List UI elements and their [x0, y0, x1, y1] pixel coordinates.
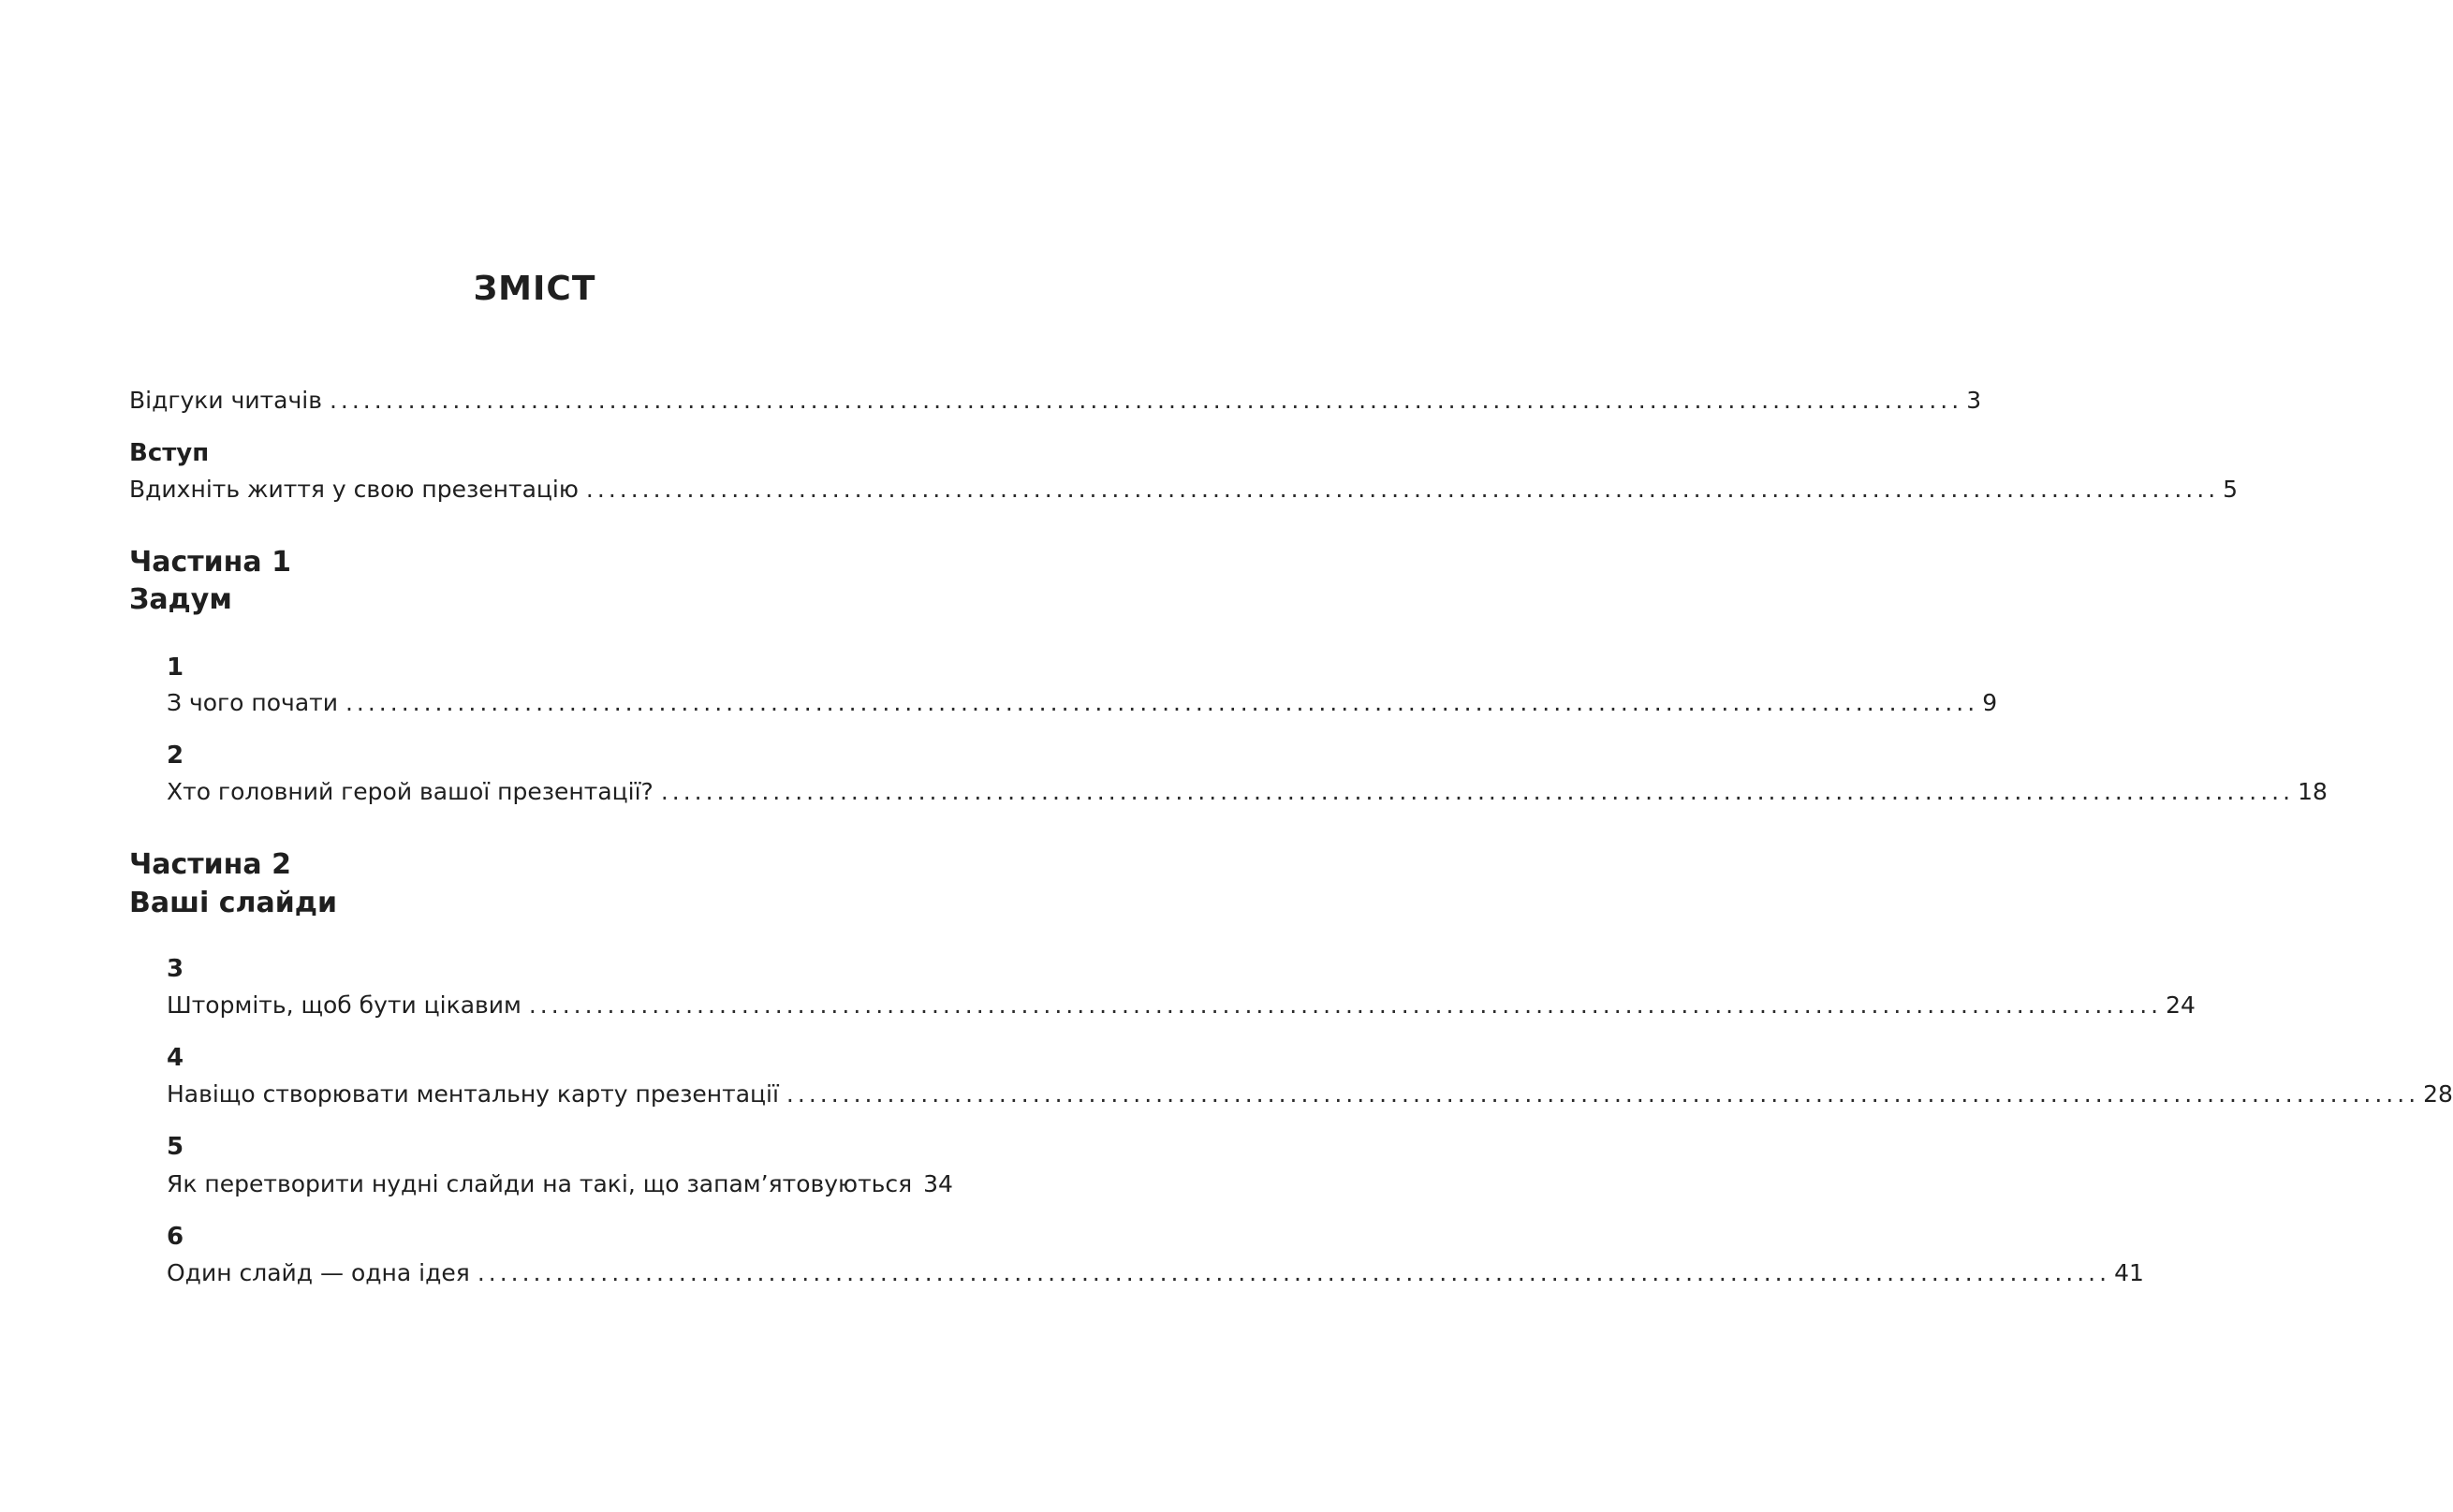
- entry-title: Відгуки читачів: [129, 387, 322, 414]
- chapter-1-number: 1: [167, 653, 184, 682]
- dot-leader: ..................................................................................................................................................: [477, 1259, 2111, 1286]
- dot-leader: ..................................................................................................................................................: [528, 991, 2163, 1019]
- dot-leader: ..................................................................................................................................................: [329, 387, 1963, 414]
- dot-leader: ..................................................................................................................................................: [345, 689, 1979, 716]
- chapter-4-number: 4: [167, 1044, 184, 1072]
- part-2-name: Ваші слайди: [129, 887, 337, 919]
- chapter-5-number: 5: [167, 1133, 184, 1161]
- chapter-3-number: 3: [167, 955, 184, 983]
- toc-entry-chapter-3: [167, 990, 2196, 1021]
- toc-entry-chapter-1: [167, 687, 1998, 719]
- entry-page: 18: [2298, 778, 2328, 805]
- part-1-label: Частина 1: [129, 546, 291, 579]
- entry-page: 9: [1982, 689, 1998, 716]
- toc-entry-chapter-6: [167, 1257, 2144, 1289]
- entry-title: З чого почати: [167, 689, 338, 716]
- entry-title: Вдихніть життя у свою презентацію: [129, 476, 579, 503]
- dot-leader: ..................................................................................................................................................: [660, 778, 2295, 805]
- entry-title: Як перетворити нудні слайди на такі, що запам’ятовуються: [167, 1170, 913, 1197]
- dot-leader: ..................................................................................................................................................: [585, 476, 2220, 503]
- toc-entry-intro: [129, 474, 2239, 506]
- entry-title: Хто головний герой вашої презентації?: [167, 778, 654, 805]
- part-2-label: Частина 2: [129, 848, 291, 881]
- toc-entry-chapter-5: [167, 1168, 953, 1200]
- entry-page: 28: [2423, 1080, 2453, 1108]
- entry-page: 24: [2166, 991, 2196, 1019]
- entry-title: Навіщо створювати ментальну карту презентації: [167, 1080, 779, 1108]
- toc-entry-chapter-4: [167, 1079, 2453, 1110]
- entry-page: 3: [1966, 387, 1982, 414]
- intro-heading: Вступ: [129, 439, 210, 467]
- entry-page: 34: [923, 1170, 953, 1197]
- part-1-name: Задум: [129, 583, 232, 616]
- chapter-2-number: 2: [167, 741, 184, 770]
- entry-title: Один слайд — одна ідея: [167, 1259, 470, 1286]
- entry-page: 41: [2114, 1259, 2144, 1286]
- dot-leader: ..................................................................................................................................................: [786, 1080, 2420, 1108]
- page-title: ЗМІСТ: [473, 270, 596, 308]
- toc-entry-reviews: [129, 385, 1982, 417]
- chapter-6-number: 6: [167, 1223, 184, 1251]
- entry-page: 5: [2223, 476, 2239, 503]
- toc-entry-chapter-2: [167, 776, 2328, 808]
- entry-title: Штормiть, щоб бути цікавим: [167, 991, 521, 1019]
